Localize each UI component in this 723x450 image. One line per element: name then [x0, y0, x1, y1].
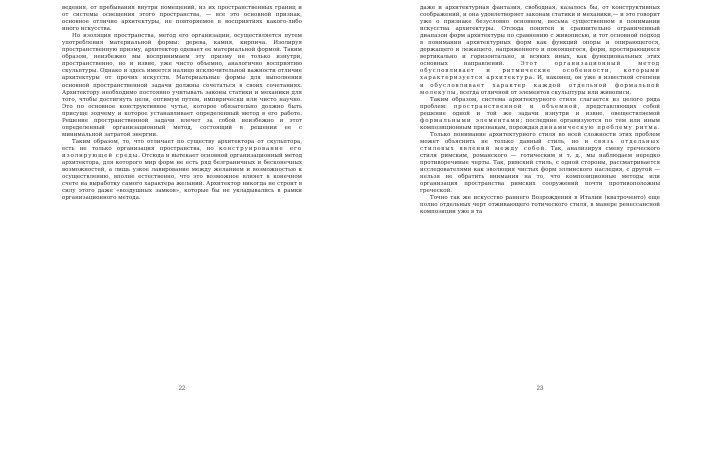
left-page-text — [62, 5, 302, 202]
emphasized-text: пространственной и объемной — [453, 103, 578, 110]
paragraph — [62, 139, 302, 202]
emphasized-text: обусловливает характер каждой отдельной формальной молекулы — [420, 82, 660, 96]
emphasized-text: конструирование его изолирующей среды — [62, 145, 302, 159]
right-page — [420, 5, 660, 443]
emphasized-text: Этот организационный метод обусловливает и ритмические особенности, которыми характеризуется архитектура — [420, 61, 660, 82]
paragraph — [62, 33, 302, 139]
right-page-text — [420, 5, 660, 216]
text-run: . И, наконец, он уже в известной степени и — [420, 75, 660, 89]
text-run: , представляющих собой решение одной и той же задачи изнутри и извне, овеществляемой — [420, 103, 660, 117]
text-run: Точно так же искусство раннего Возрождения в Италии (кватроченто) еще полно отдельных черт отживающего готического стиля, в манере ренессансной композиции уже в та — [420, 195, 660, 216]
page-number-left: 22 — [178, 386, 186, 392]
page-number-right: 23 — [536, 386, 544, 392]
text-run: Таким образом, система архитектурного стиля слагается из целого ряда проблем: — [420, 96, 660, 110]
paragraph — [420, 5, 660, 97]
text-run: . Так, анализируя смену греческого стиля римским, романского — готическим и т. д., мы наблюдаем нередко противоречивые черты. Так, римский стиль, с одной стороны, рассматривается исследователями как эволюция чистых форм эллинского наследия, с другой — нельзя не обратить внимания на то, что композиционные методы или организация пространства римских сооружений почти противоположны греческой. — [420, 145, 660, 195]
paragraph — [62, 5, 302, 33]
text-run: . Отсюда и вытекает основной организационный метод архитектора, для которого мир форм не есть ряд безграничных и бесконечных возможностей, а лишь узкое лавирование между желанием и возможностью к осуществлению, вполне естественно, что это возможное влияет в конечном счете на выработку самого характера желаний. Архитектор никогда не строит в силу этого даже «воздушных замков», которые бы не укладывались в рамки организационного метода. — [62, 152, 302, 202]
text-run: ведения, от пребывания внутри помещений, из их пространственных границ и от системы освещения этого пространства, — все это основной признак, основное отличие архитектуры, не повторяемое в восприятиях какого-либо иного искусства. — [62, 5, 302, 33]
text-run: ; последние организуются по тем или иным композиционным признакам, порождая — [420, 117, 660, 131]
text-run: . — [657, 124, 660, 131]
emphasized-text: формальными элементами — [420, 117, 521, 124]
text-run: Но изоляция пространства, метод его организации, осуществляется путем употребления материальной формы: дерева, камня, кирпича. Изолируя пространственную призму, архитектор одевает ее материальной формой. Таким образом, неизбежно мы воспринимаем эту призму не только изнутри, пространственно, но и извне, уже чисто объемно, аналогично восприятию скульптуры. Однако и здесь имеется налицо исключительной важности отличие архитектуры от прочих искусств. Материальные формы для выполнения основной пространственной задачи должны сочетаться в своих сочетаниях. Архитектору необходимо постоянно учитывать законы статики и механики для того, чтобы достигнуть цели, оптимум путем, импирически или чисто научно. Это по основное конструктивное чутье, которое обязательно должно быть присуще зодчему и которое устанавливает определенный метод в его работе. Решение пространственной задачи влечет за собой неизбежно и этот определенный организационный метод, состоящий в решении ее с минимальной затратой энергии. — [62, 33, 302, 138]
paragraph — [420, 97, 660, 132]
text-run: даже и архитектурная фантазия, свободная, казалось бы, от конструктивных соображений, и она удовлетворяет законам статики и механики,— и это говорит уже о признаке безусловно основном, весьма существенном в понимании искусства архитектуры. Отсюда понятен и сравнительно ограниченный диапазон форм архитектуры по сравнению с живописью, и тот основной подход в понимании архитектурных форм как функций опоры и опирающегося, держащего и лежащего, напряженного и покоящегося, форм, простирающихся вертикально и горизонтально, и всяких иных, как функциональных этих основных направлений. — [420, 5, 660, 68]
emphasized-text: связь отдельных стилевых явлений между собой — [420, 138, 661, 152]
left-page — [62, 5, 302, 443]
text-run: Только понимание архитектурного стиля во всей сложности этих проблем может объяснить не только данный стиль, но и — [420, 131, 660, 145]
emphasized-text: динамическую проблему ритма — [539, 124, 658, 131]
paragraph — [420, 195, 660, 216]
text-run: Таким образом, то, что отличает по существу архитектора от скульптора, есть не только организация пространства, но — [62, 138, 302, 152]
text-run: , всегда отличной от элементов скульптуры или живописи. — [456, 89, 632, 96]
paragraph — [420, 132, 660, 195]
